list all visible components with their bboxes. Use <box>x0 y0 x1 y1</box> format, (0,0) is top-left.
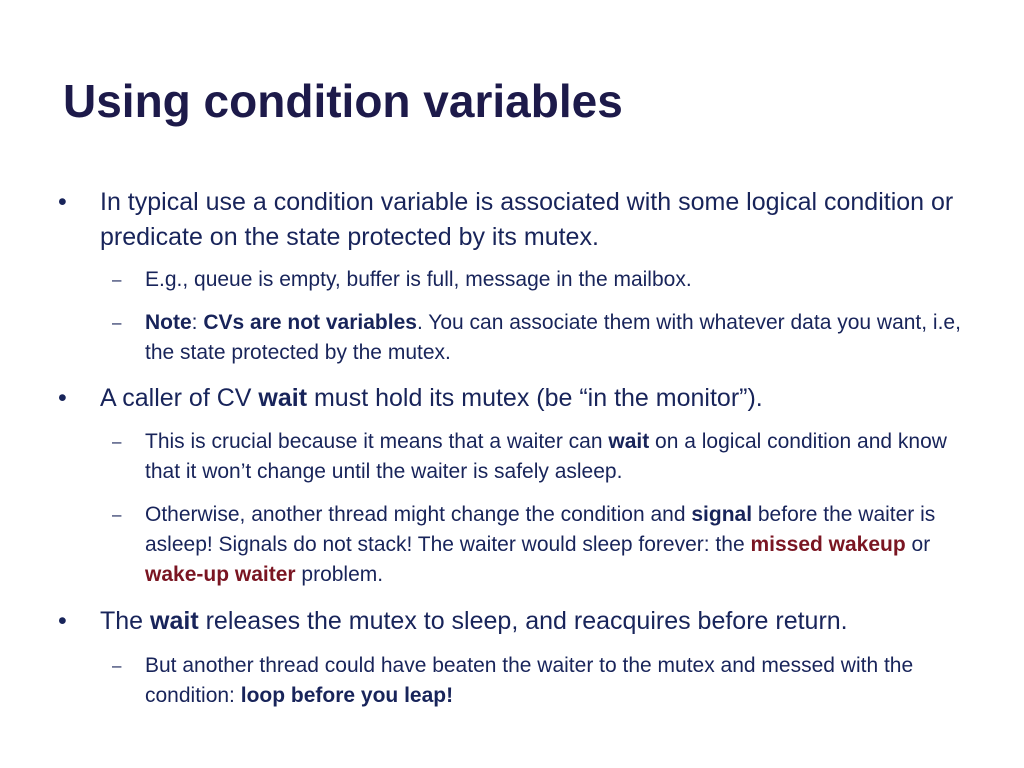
bullet-text-post: must hold its mutex (be “in the monitor”). <box>307 384 763 412</box>
note-text: . You can associate them with whatever data you want, i.e, the state protected by the mutex. <box>145 311 961 364</box>
sub-bullet-2-2 <box>112 500 975 590</box>
sub-bullet-text-post: problem. <box>295 563 384 586</box>
dash-marker: – <box>112 505 122 524</box>
sub-bullet-3-1 <box>112 651 975 711</box>
sub-bullet-text-mid1: before the waiter is asleep! Signals do not stack! The waiter would sleep forever: the <box>145 503 936 556</box>
bullet-marker: • <box>58 607 67 635</box>
sub-bullet-text: E.g., queue is empty, buffer is full, message in the mailbox. <box>145 268 692 291</box>
sub-bullet-text-mid2: or <box>905 533 931 556</box>
bullet-item-2 <box>58 381 980 416</box>
dash-marker: – <box>112 432 122 451</box>
note-colon: : <box>191 311 204 334</box>
note-label: Note <box>145 311 192 334</box>
note-emphasis: CVs are not variables <box>203 311 417 334</box>
bullet-marker: • <box>58 188 67 216</box>
sub-bullet-1-2 <box>112 308 975 368</box>
slide-title: Using condition variables <box>63 75 623 127</box>
sub-bullet-text-pre: Otherwise, another thread might change the condition and <box>145 503 692 526</box>
dash-marker: – <box>112 313 122 332</box>
keyword-wait: wait <box>150 607 199 635</box>
term-wake-up-waiter: wake-up waiter <box>145 563 296 586</box>
sub-bullet-text-post: on a logical condition and know that it won’t change until the waiter is safely asleep. <box>145 430 947 483</box>
bullet-item-1 <box>58 185 980 255</box>
sub-bullet-2-1 <box>112 427 975 487</box>
bullet-item-3 <box>58 604 980 639</box>
sub-bullet-text-pre: This is crucial because it means that a waiter can <box>145 430 609 453</box>
bullet-text-post: releases the mutex to sleep, and reacquires before return. <box>198 607 848 635</box>
bullet-text-pre: The <box>100 607 151 635</box>
bullet-text-pre: A caller of CV <box>100 384 259 412</box>
bullet-text: In typical use a condition variable is associated with some logical condition or predicate on the state protected by its mutex. <box>100 188 954 251</box>
keyword-wait: wait <box>258 384 308 412</box>
bullet-marker: • <box>58 384 67 412</box>
term-missed-wakeup: missed wakeup <box>750 533 906 556</box>
dash-marker: – <box>112 270 122 289</box>
keyword-wait: wait <box>608 430 650 453</box>
emphasis-loop-before-you-leap: loop before you leap! <box>240 684 454 707</box>
keyword-signal: signal <box>691 503 753 526</box>
sub-bullet-1-1 <box>112 265 975 295</box>
sub-bullet-text-pre: But another thread could have beaten the waiter to the mutex and messed with the condition: <box>145 654 914 707</box>
dash-marker: – <box>112 656 122 675</box>
